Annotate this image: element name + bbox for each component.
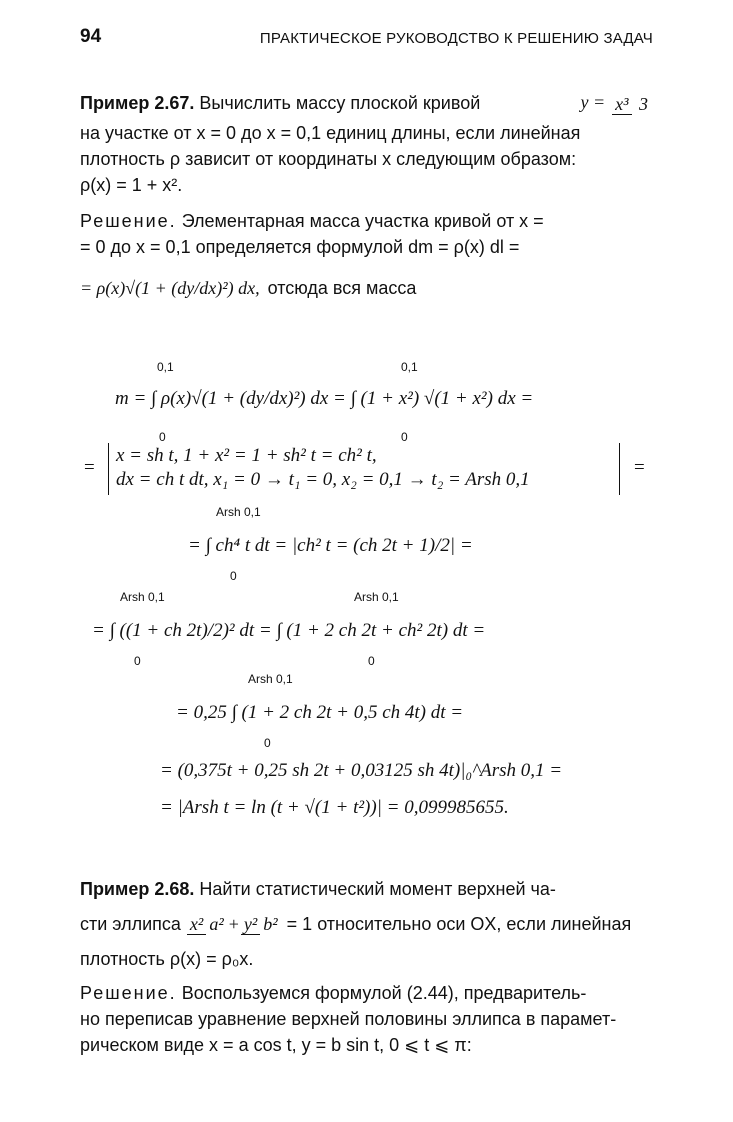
example-2-67 bbox=[80, 86, 653, 198]
example-2-68: Пример 2.68. Найти статистический момент верхней ча- сти эллипса x² a² + y² b² = 1 относительно оси OX, если линейная плотность ρ(x) = ρ₀x. bbox=[80, 876, 653, 972]
curve-fraction: x³ 3 bbox=[612, 94, 651, 114]
solution-text: но переписав уравнение верхней половины эллипса в парамет- bbox=[80, 1009, 617, 1029]
solution-text: отсюда вся масса bbox=[267, 278, 417, 298]
solution-text: Элементарная масса участка кривой от x = bbox=[181, 211, 544, 231]
solution-2-68 bbox=[80, 980, 653, 1058]
solution-label: Решение. bbox=[80, 211, 177, 231]
ellipse-x-fraction: x² a² bbox=[187, 911, 227, 937]
solution-label: Решение. bbox=[80, 983, 177, 1003]
example-text: Вычислить массу плоской кривой bbox=[199, 93, 481, 113]
equation-antiderivative: = (0,375t + 0,25 sh 2t + 0,03125 sh 4t)|₀^Arsh 0,1 = bbox=[160, 760, 563, 781]
equation-result: = |Arsh t = ln (t + √(1 + t²))| = 0,099985655. bbox=[160, 797, 509, 818]
example-text: плотность ρ зависит от координаты x следующим образом: bbox=[80, 149, 577, 169]
example-text: плотность ρ(x) = ρ₀x. bbox=[80, 949, 254, 969]
curve-lhs: y = bbox=[580, 92, 606, 113]
example-label: Пример 2.67. bbox=[80, 93, 195, 113]
example-text: = 1 относительно оси OX, если линейная bbox=[286, 914, 632, 934]
page-number: 94 bbox=[80, 26, 102, 47]
example-text: сти эллипса bbox=[80, 914, 181, 934]
dl-formula: = ρ(x)√(1 + (dy/dx)²) dx, bbox=[80, 278, 260, 298]
running-title: ПРАКТИЧЕСКОЕ РУКОВОДСТВО К РЕШЕНИЮ ЗАДАЧ bbox=[259, 30, 653, 47]
ellipse-y-fraction: y² b² bbox=[241, 911, 281, 937]
solution-text: = 0 до x = 0,1 определяется формулой dm = ρ(x) dl = bbox=[80, 237, 520, 257]
book-page: 94 ПРАКТИЧЕСКОЕ РУКОВОДСТВО К РЕШЕНИЮ ЗАДАЧ Пример 2.67. Вычислить массу плоской кривой y = x³ 3 на участке от x = 0 до x = 0,1 единиц длины, если линейная плотность ρ зависит от координаты x следующим образом: ρ(x) = 1 + x². Решение. Элементарная масса участка кривой от x = = 0 до x = 0,1 определяется формулой dm = ρ(x) dl = = ρ(x)√(1 + (dy/dx)²) dx, отсюда вся масса 0,1 0,1 0 0 m = ∫ ρ(x)√(1 + (dy/dx)²) dx = ∫ (1 + x²) √(1 + x²) dx = = x = sh t, 1 + x² = 1 + sh² t = ch² t, dx = ch t dt, x₁ = 0 → t₁ = 0, x₂ = 0,1 → t₂ = Arsh 0,1 = Arsh 0,1 0 = ∫ ch⁴ t dt = |ch² t = (ch 2t + 1)/2| = Arsh 0,1 Arsh 0,1 0 0 = ∫ ((1 + ch 2t)/2)² dt = ∫ (1 + 2 ch 2t + ch² 2t) dt = Arsh 0,1 0 = 0,25 ∫ (1 + 2 ch 2t + 0,5 ch 4t) dt = = (0,375t + 0,25 sh 2t + 0,03125 sh 4t)|₀^Arsh 0,1 = = |Arsh t = ln (t + √(1 + t²))| = 0,099985655. Пример 2.68. Найти статистический момент верхней ча- сти эллипса x² a² + y² b² = 1 относительно оси OX, если линейная плотность ρ(x) = ρ₀x. Решение. Воспользуемся формулой (2.44), предваритель- но переписав уравнение верхней половины эллипса в парамет- рическом виде x = a cos t, y = b sin t, 0 ⩽ t ⩽ π: bbox=[0, 0, 733, 1122]
solution-text: рическом виде x = a cos t, y = b sin t, 0 ⩽ t ⩽ π: bbox=[80, 1035, 472, 1055]
example-text: Найти статистический момент верхней ча- bbox=[199, 879, 556, 899]
solution-text: Воспользуемся формулой (2.44), предваритель- bbox=[181, 983, 587, 1003]
solution-2-67 bbox=[80, 208, 653, 316]
example-label: Пример 2.68. bbox=[80, 879, 195, 899]
example-text: на участке от x = 0 до x = 0,1 единиц длины, если линейная bbox=[80, 123, 581, 143]
example-text: ρ(x) = 1 + x². bbox=[80, 175, 183, 195]
